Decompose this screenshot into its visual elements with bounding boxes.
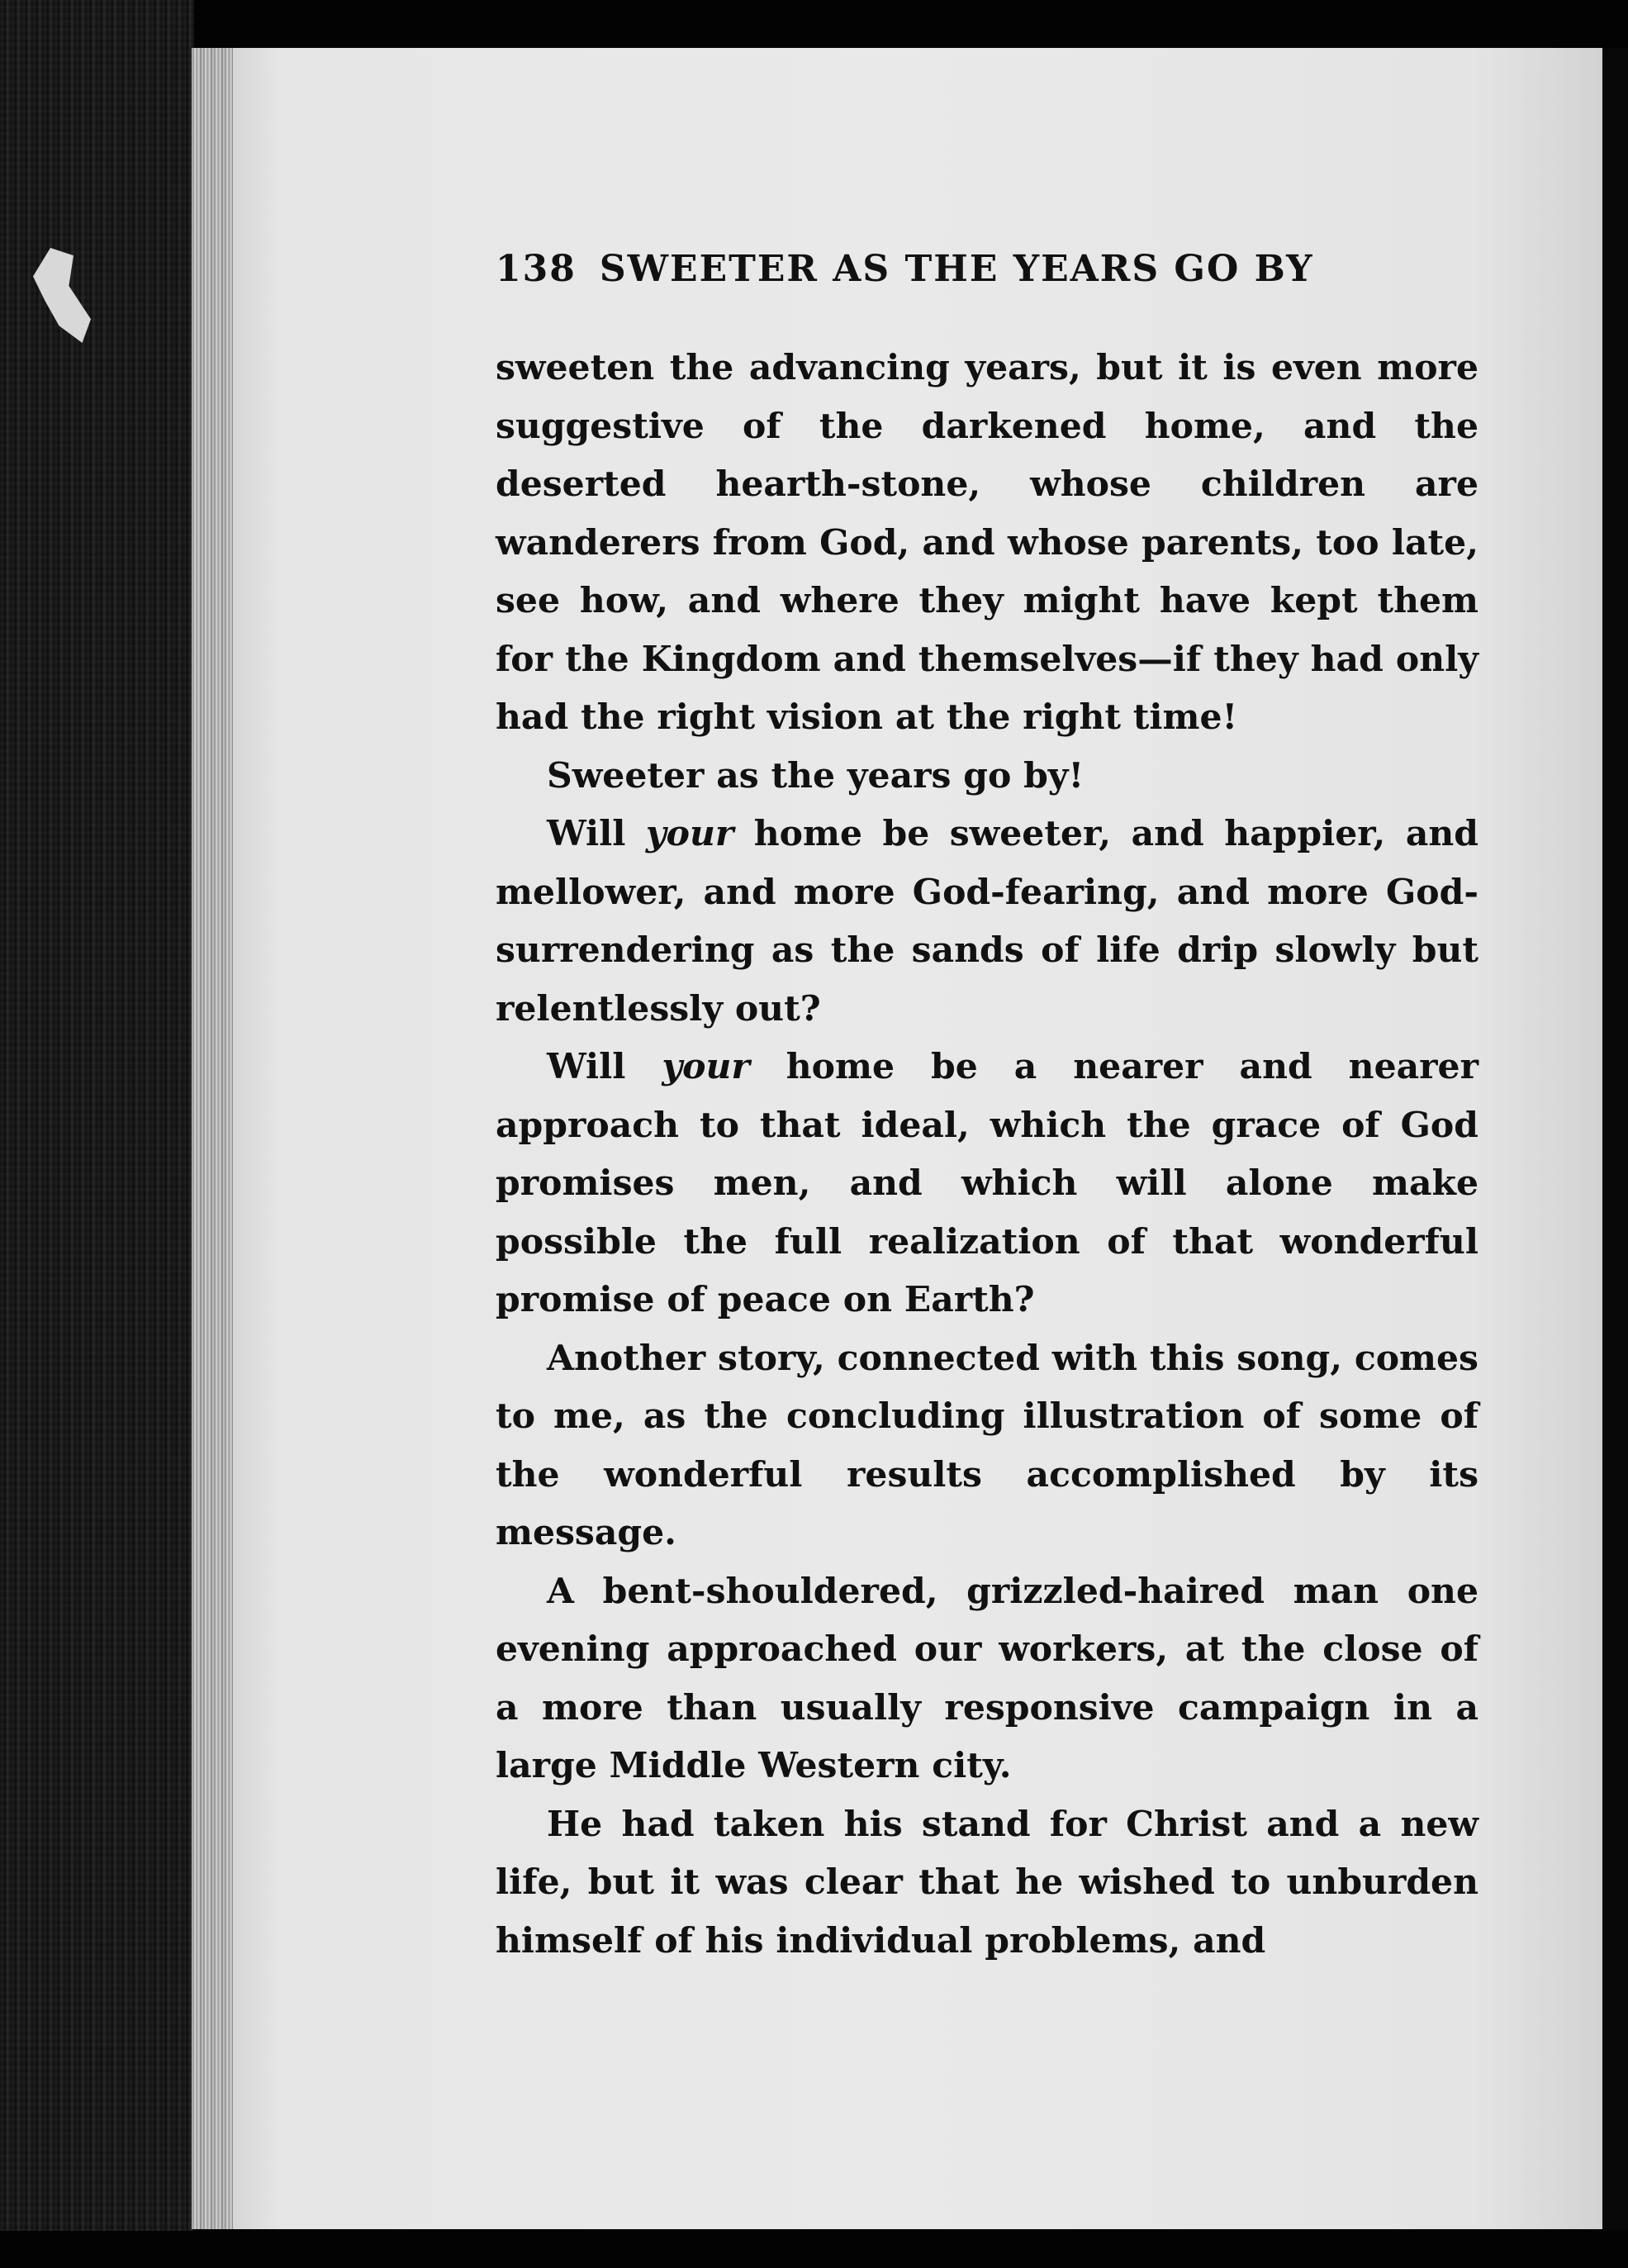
- paragraph: [496, 805, 1478, 1038]
- body-text: [496, 339, 1478, 1970]
- running-title: SWEETER AS THE YEARS GO BY: [599, 248, 1314, 290]
- paragraph: [496, 1038, 1478, 1329]
- book-spine: [0, 0, 194, 2268]
- running-head: [496, 248, 1478, 290]
- paragraph: [496, 1562, 1478, 1795]
- paragraph-text: home be a nearer and nearer approach to that ideal, which the grace of God promises men, and which will alone make possible the full realization of that wonderful promise of peace on Earth?: [496, 1046, 1478, 1320]
- scan-border-top: [0, 0, 1628, 50]
- paragraph-text: home be sweeter, and happier, and mellower, and more God-fearing, and more God-surrendering as the sands of life drip slowly but relentlessly out?: [496, 813, 1478, 1029]
- paragraph-text: A bent-shouldered, grizzled-haired man one evening approached our workers, at the close of a more than usually responsive campaign in a large Middle Western city.: [496, 1570, 1478, 1786]
- page-number: 138: [496, 248, 577, 290]
- paragraph-text: Another story, connected with this song, comes to me, as the concluding illustration of some of the wonderful results accomplished by its message.: [496, 1337, 1478, 1553]
- page-edges: [192, 48, 235, 2229]
- paragraph-text: Sweeter as the years go by!: [547, 754, 1085, 796]
- scan-border-right: [1602, 48, 1628, 2229]
- paragraph: [496, 747, 1478, 806]
- paragraph-text: Will: [547, 813, 646, 854]
- paragraph-text: Will: [547, 1046, 662, 1087]
- paragraph-text: sweeten the advancing years, but it is even more suggestive of the darkened home, and the deserted hearth-stone, whose children are wanderers from God, and whose parents, too late, see how, and where they might have kept them for the Kingdom and themselves—if they had only had the right vision at the right time!: [496, 347, 1478, 738]
- emphasis-text: your: [645, 813, 734, 854]
- scan-border-bottom: [0, 2231, 1628, 2268]
- paragraph-text: He had taken his stand for Christ and a new life, but it was clear that he wished to unburden himself of his individual problems, and: [496, 1803, 1478, 1961]
- emphasis-text: your: [662, 1046, 750, 1087]
- paragraph: [496, 1329, 1478, 1562]
- paragraph: [496, 339, 1478, 747]
- paragraph: [496, 1795, 1478, 1971]
